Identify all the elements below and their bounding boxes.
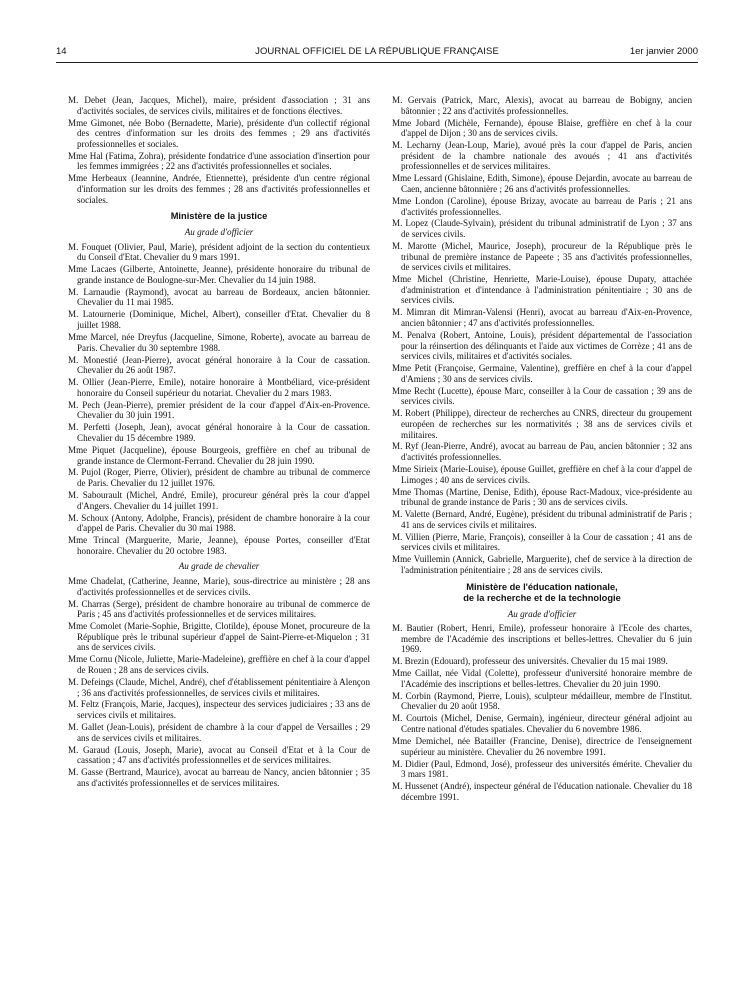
nomination-entry: Mme Marcel, née Dreyfus (Jacqueline, Simone, Roberte), avocate au barreau de Paris. Chevalier du 30 septembre 1988. xyxy=(68,332,370,353)
nomination-entry: Mme Chadelat, (Catherine, Jeanne, Marie), sous-directrice au ministère ; 28 ans d'activités professionnelles et de services civils. xyxy=(68,576,370,597)
nomination-entry: Mme Petit (Françoise, Germaine, Valentine), greffière en chef à la cour d'appel d'Amiens ; 30 ans de services civils. xyxy=(392,363,692,384)
nomination-entry: Mme Lacaes (Gilberte, Antoinette, Jeanne), présidente honoraire du tribunal de grande instance de Boulogne-sur-Mer. Chevalier du 14 juin 1988. xyxy=(68,264,370,285)
nomination-entry: Mme Piquet (Jacqueline), épouse Bourgeois, greffière en chef au tribunal de grande instance de Clermont-Ferrand. Chevalier du 28 juin 1990. xyxy=(68,444,370,466)
nomination-entry: M. Mimran dit Mimran-Valensi (Henri), avocat au barreau d'Aix-en-Provence, ancien bâtonnier ; 47 ans d'activités professionnelles. xyxy=(392,307,692,328)
nomination-entry: M. Pujol (Roger, Pierre, Olivier), président de chambre au tribunal de commerce de Paris. Chevalier du 12 juillet 1976. xyxy=(68,467,370,489)
nomination-entry: Mme Gimonet, née Bobo (Bernadette, Marie), présidente d'un collectif régional des centres d'information sur les droits des femmes ; 29 ans d'activités professionnelles et sociales. xyxy=(68,117,370,149)
nomination-entry: Mme Trincal (Marguerite, Marie, Jeanne), épouse Portes, conseiller d'Etat honoraire. Chevalier du 20 octobre 1983. xyxy=(68,535,370,556)
nomination-entry: M. Villien (Pierre, Marie, François), conseiller à la Cour de cassation ; 41 ans de services civils et militaires. xyxy=(392,531,692,553)
right-column xyxy=(392,95,692,804)
justice-chevalier-list xyxy=(68,576,370,788)
grade-heading-officier: Au grade d'officier xyxy=(507,608,577,619)
nomination-entry: M. Gervais (Patrick, Marc, Alexis), avocat au barreau de Bobigny, ancien bâtonnier ; 22 ans d'activités professionnelles. xyxy=(392,95,692,116)
nomination-entry: M. Robert (Philippe), directeur de recherches au CNRS, directeur du groupement européen de recherches sur les normativités ; 38 ans de services civils et militaires. xyxy=(392,408,692,440)
nomination-entry: M. Ryf (Jean-Pierre, André), avocat au barreau de Pau, ancien bâtonnier ; 32 ans d'activités professionnelles. xyxy=(392,441,692,463)
left-column xyxy=(68,95,370,790)
nomination-entry: Mme Thomas (Martine, Denise, Edith), épouse Ract-Madoux, vice-présidente au tribunal de grande instance de Paris ; 30 ans de services civils. xyxy=(392,486,692,508)
grade-heading-chevalier: Au grade de chevalier xyxy=(178,561,260,572)
header-rule xyxy=(56,62,698,63)
nomination-entry: M. Feltz (François, Marie, Jacques), inspecteur des services judiciaires ; 33 ans de services civils et militaires. xyxy=(68,699,370,721)
nomination-entry: M. Gallet (Jean-Louis), président de chambre à la cour d'appel de Versailles ; 29 ans de services civils et militaires. xyxy=(68,722,370,743)
nomination-entry: M. Lecharny (Jean-Loup, Marie), avoué près la cour d'appel de Paris, ancien président de la chambre nationale des avoués ; 41 ans d'activités professionnelles et de services militaires. xyxy=(392,140,692,172)
nomination-entry: Mme Demichel, née Batailler (Francine, Denise), directrice de l'enseignement supérieur au ministère. Chevalier du 26 novembre 1991. xyxy=(392,736,692,757)
journal-title: JOURNAL OFFICIEL DE LA RÉPUBLIQUE FRANÇAISE xyxy=(255,46,499,57)
nomination-entry: M. Larnaudie (Raymond), avocat au barreau de Bordeaux, ancien bâtonnier. Chevalier du 11 mai 1985. xyxy=(68,286,370,308)
nomination-entry: M. Courtois (Michel, Denise, Germain), ingénieur, directeur général adjoint au Centre national d'études spatiales. Chevalier du 6 novembre 1986. xyxy=(392,713,692,735)
justice-officier-list xyxy=(68,242,370,557)
nomination-entry: M. Lopez (Claude-Sylvain), président du tribunal administratif de Lyon ; 37 ans de services civils. xyxy=(392,218,692,240)
nomination-entry: Mme Jobard (Michèle, Fernande), épouse Blaise, greffière en chef à la cour d'appel de Dijon ; 30 ans de services civils. xyxy=(392,117,692,139)
nomination-entry: Mme Lessard (Ghislaine, Edith, Simone), épouse Dejardin, avocate au barreau de Caen, ancienne bâtonnière ; 26 ans d'activités professionnelles. xyxy=(392,173,692,194)
nomination-entry: M. Perfetti (Joseph, Jean), avocat général honoraire à la Cour de cassation. Chevalier du 15 décembre 1989. xyxy=(68,422,370,443)
nomination-entry: Mme Michel (Christine, Henriette, Marie-Louise), épouse Dupaty, attachée d'administration et d'intendance à l'administration pénitentiaire ; 30 ans de services civils. xyxy=(392,274,692,306)
page-number: 14 xyxy=(56,46,67,57)
ministry-heading-education xyxy=(392,582,692,604)
issue-date: 1er janvier 2000 xyxy=(629,46,698,57)
nomination-entry: M. Latournerie (Dominique, Michel, Albert), conseiller d'Etat. Chevalier du 8 juillet 1988. xyxy=(68,309,370,331)
nomination-entry: M. Sabourault (Michel, André, Emile), procureur général près la cour d'appel d'Angers. Chevalier du 14 juillet 1991. xyxy=(68,490,370,511)
nomination-entry: M. Defeings (Claude, Michel, André), chef d'établissement pénitentiaire à Alençon ; 36 ans d'activités professionnelles, de services civils et militaires. xyxy=(68,676,370,698)
nomination-entry: Mme Sirieix (Marie-Louise), épouse Guillet, greffière en chef à la cour d'appel de Limoges ; 40 ans de services civils. xyxy=(392,464,692,485)
nomination-entry: M. Charras (Serge), président de chambre honoraire au tribunal de commerce de Paris ; 45 ans d'activités professionnelles et de services militaires. xyxy=(68,598,370,620)
nomination-entry: M. Fouquet (Olivier, Paul, Marie), président adjoint de la section du contentieux du Conseil d'Etat. Chevalier du 9 mars 1991. xyxy=(68,241,370,263)
nomination-entry: Mme Hal (Fatima, Zohra), présidente fondatrice d'une association d'insertion pour les femmes immigrées ; 22 ans d'activités professionnelles et sociales. xyxy=(68,150,370,172)
education-officier-list xyxy=(392,623,692,802)
nomination-entry: Mme London (Caroline), épouse Brizay, avocate au barreau de Paris ; 21 ans d'activités professionnelles. xyxy=(392,195,692,217)
justice-chevalier-list-continued xyxy=(392,95,692,576)
nomination-entry: Mme Herbeaux (Jeannine, Andrée, Etiennette), présidente d'un centre régional d'information sur les droits des femmes ; 28 ans d'activités professionnelles et sociales. xyxy=(68,173,370,205)
nomination-entry: M. Garaud (Louis, Joseph, Marie), avocat au Conseil d'Etat et à la Cour de cassation ; 47 ans d'activités professionnelles et de services militaires. xyxy=(68,744,370,766)
nomination-entry: Mme Cornu (Nicole, Juliette, Marie-Madeleine), greffière en chef à la cour d'appel de Rouen ; 28 ans de services civils. xyxy=(68,654,370,675)
ministry-heading-line: Ministère de l'éducation nationale, xyxy=(466,581,618,592)
nomination-entry: M. Hussenet (André), inspecteur général de l'éducation nationale. Chevalier du 18 décembre 1991. xyxy=(392,781,692,802)
nomination-entry: M. Penalva (Robert, Antoine, Louis), président départemental de l'association pour la réinsertion des délinquants et l'aide aux victimes de Corrèze ; 41 ans de services civils, militaires et d'activités sociales. xyxy=(392,329,692,362)
ministry-heading-justice: Ministère de la justice xyxy=(170,211,268,222)
nomination-entry: Mme Recht (Lucette), épouse Marc, conseiller à la Cour de cassation ; 39 ans de services civils. xyxy=(392,385,692,407)
nomination-entry: M. Pech (Jean-Pierre), premier président de la cour d'appel d'Aix-en-Provence. Chevalier du 30 juin 1991. xyxy=(68,399,370,421)
nomination-entry: M. Bautier (Robert, Henri, Emile), professeur honoraire à l'Ecole des chartes, membre de l'Académie des inscriptions et belles-lettres. Chevalier du 6 juin 1969. xyxy=(392,623,692,655)
nomination-entry: M. Ollier (Jean-Pierre, Emile), notaire honoraire à Montbéliard, vice-président honoraire du Conseil supérieur du notariat. Chevalier du 2 mars 1983. xyxy=(68,377,370,398)
page-header xyxy=(56,46,698,60)
nomination-entry: M. Corbin (Raymond, Pierre, Louis), sculpteur médailleur, membre de l'Institut. Chevalier du 20 août 1958. xyxy=(392,690,692,712)
nomination-entry: M. Marotte (Michel, Maurice, Joseph), procureur de la République près le tribunal de première instance de Papeete ; 35 ans d'activités professionnelles, de services civils et militaires. xyxy=(392,241,692,273)
nomination-entry: M. Didier (Paul, Edmond, José), professeur des universités émérite. Chevalier du 3 mars 1981. xyxy=(392,758,692,780)
nomination-entry: M. Schoux (Antony, Adolphe, Francis), président de chambre honoraire à la cour d'appel de Paris. Chevalier du 30 mai 1988. xyxy=(68,512,370,534)
nomination-entry: Mme Caillat, née Vidal (Colette), professeur d'université honoraire membre de l'Académie des inscriptions et belles-lettres. Chevalier du 20 juin 1990. xyxy=(392,668,692,689)
nomination-entry: Mme Vuillemin (Annick, Gabrielle, Marguerite), chef de service à la direction de l'administration pénitentiaire ; 28 ans de services civils. xyxy=(392,554,692,575)
nomination-entry: M. Debet (Jean, Jacques, Michel), maire, président d'association ; 31 ans d'activités sociales, de services civils, militaires et de fonctions électives. xyxy=(68,95,370,116)
nomination-entry: M. Valette (Bernard, André, Eugène), président du tribunal administratif de Paris ; 41 ans de services civils et militaires. xyxy=(392,509,692,530)
nomination-entry: M. Monestié (Jean-Pierre), avocat général honoraire à la Cour de cassation. Chevalier du 26 août 1987. xyxy=(68,354,370,376)
nomination-entry: M. Brezin (Edouard), professeur des universités. Chevalier du 15 mai 1989. xyxy=(392,656,668,667)
grade-heading-officier: Au grade d'officier xyxy=(184,227,254,238)
nomination-entry: Mme Comolet (Marie-Sophie, Brigitte, Clotilde), épouse Monet, procureure de la République près le tribunal supérieur d'appel de Saint-Pierre-et-Miquelon ; 31 ans de services civils. xyxy=(68,621,370,653)
ministry-heading-line: de la recherche et de la technologie xyxy=(463,592,621,603)
left-top-entries xyxy=(68,95,370,205)
nomination-entry: M. Gasse (Bertrand, Maurice), avocat au barreau de Nancy, ancien bâtonnier ; 35 ans d'activités professionnelles et de services militaires. xyxy=(68,767,370,788)
